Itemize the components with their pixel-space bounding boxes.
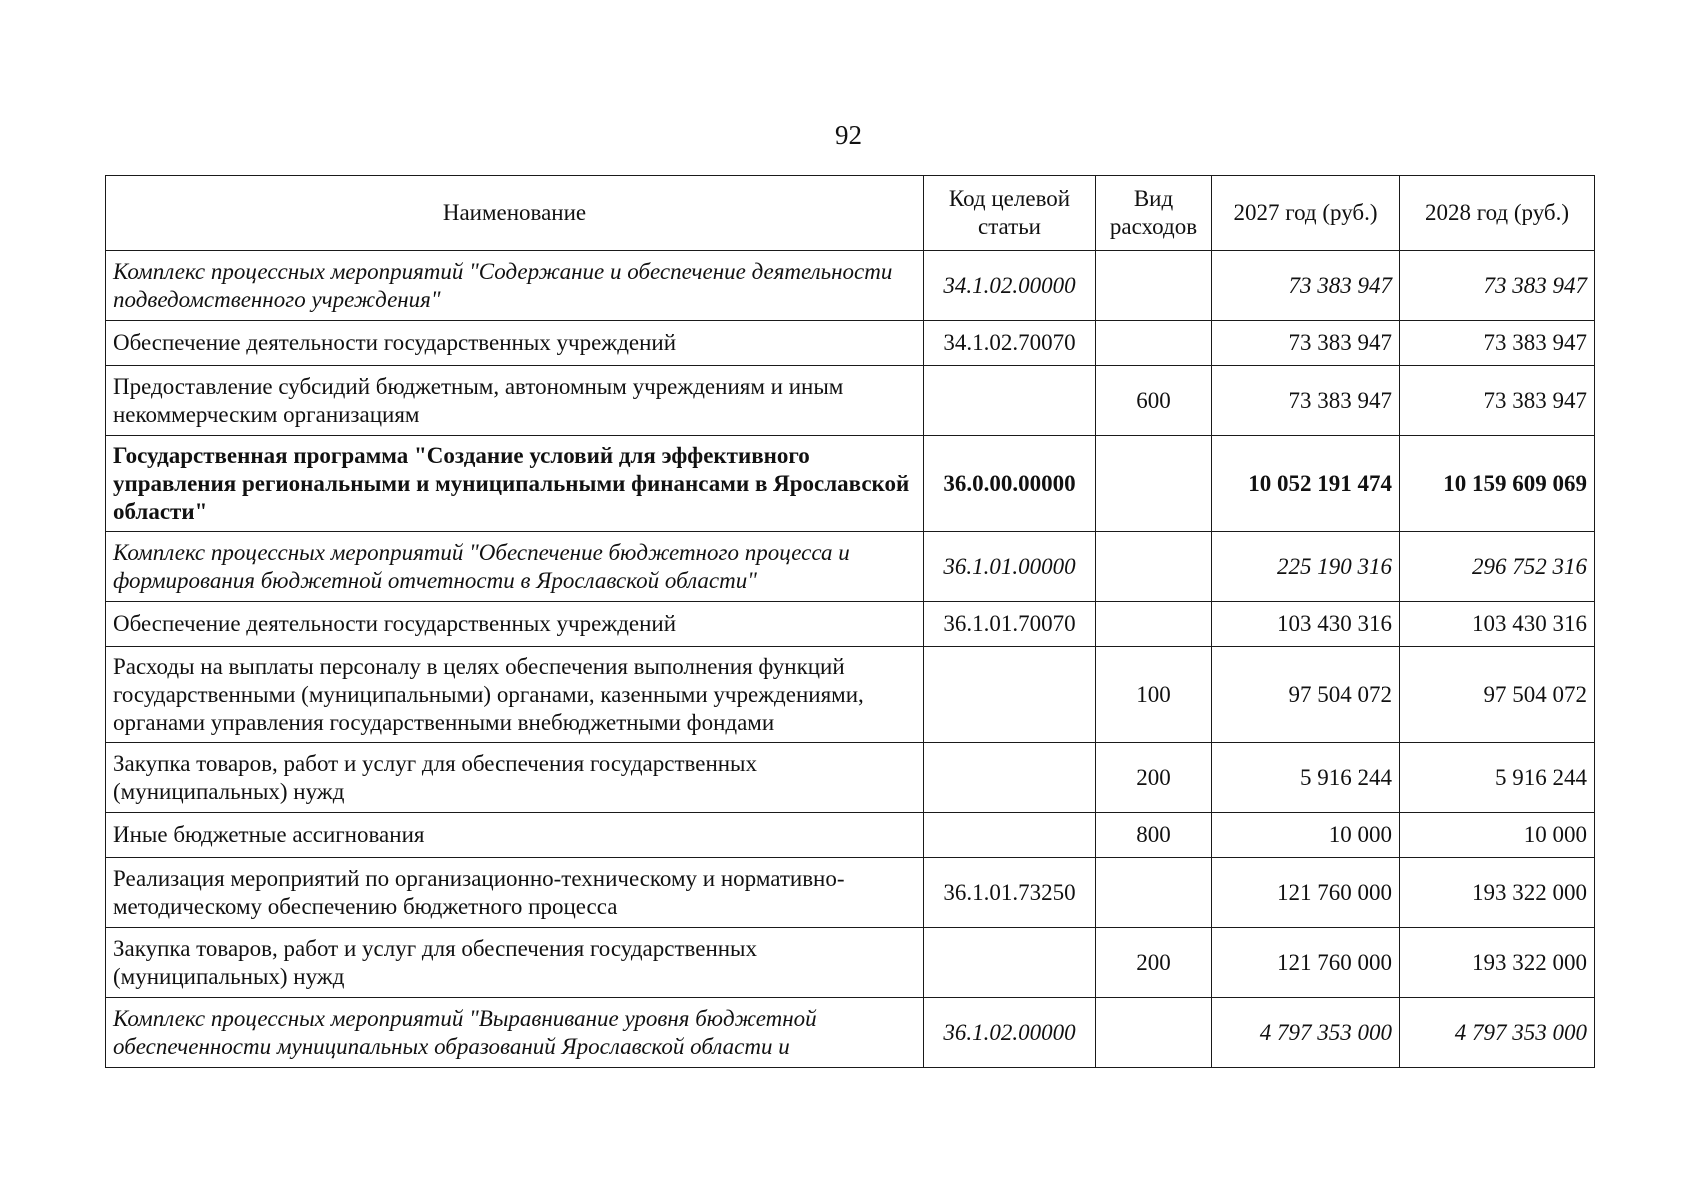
table-row bbox=[106, 602, 1595, 647]
row-code-cell bbox=[924, 647, 1096, 743]
header-name: Наименование bbox=[106, 176, 924, 251]
row-code-cell: 36.1.01.00000 bbox=[924, 532, 1096, 602]
page-number: 92 bbox=[835, 120, 862, 150]
row-kind-cell bbox=[1096, 998, 1212, 1068]
row-code-cell bbox=[924, 813, 1096, 858]
row-name-cell: Комплекс процессных мероприятий "Содержание и обеспечение деятельности подведомственного учреждения" bbox=[106, 251, 924, 321]
row-2028-cell: 193 322 000 bbox=[1400, 858, 1595, 928]
row-name-cell: Обеспечение деятельности государственных учреждений bbox=[106, 602, 924, 647]
table-row bbox=[106, 321, 1595, 366]
row-2028-cell: 73 383 947 bbox=[1400, 366, 1595, 436]
row-2028-cell: 10 159 609 069 bbox=[1400, 436, 1595, 532]
row-kind-cell bbox=[1096, 532, 1212, 602]
row-name-cell: Закупка товаров, работ и услуг для обеспечения государственных (муниципальных) нужд bbox=[106, 743, 924, 813]
row-kind-cell bbox=[1096, 251, 1212, 321]
row-kind-cell bbox=[1096, 321, 1212, 366]
row-name-cell: Государственная программа "Создание условий для эффективного управления региональными и муниципальными финансами в Ярославской области" bbox=[106, 436, 924, 532]
row-code-cell: 34.1.02.00000 bbox=[924, 251, 1096, 321]
table-row bbox=[106, 743, 1595, 813]
row-name-cell: Расходы на выплаты персоналу в целях обеспечения выполнения функций государственными (муниципальными) органами, казенными учреждениями, органами управления государственными внебюджетными фондами bbox=[106, 647, 924, 743]
table-body bbox=[106, 251, 1595, 1068]
row-kind-cell: 100 bbox=[1096, 647, 1212, 743]
row-2027-cell: 73 383 947 bbox=[1212, 321, 1400, 366]
table-row bbox=[106, 532, 1595, 602]
row-2027-cell: 103 430 316 bbox=[1212, 602, 1400, 647]
row-code-cell: 36.1.01.70070 bbox=[924, 602, 1096, 647]
row-code-cell: 36.1.02.00000 bbox=[924, 998, 1096, 1068]
row-name-cell: Комплекс процессных мероприятий "Обеспечение бюджетного процесса и формирования бюджетной отчетности в Ярославской области" bbox=[106, 532, 924, 602]
row-2027-cell: 10 052 191 474 bbox=[1212, 436, 1400, 532]
row-2028-cell: 97 504 072 bbox=[1400, 647, 1595, 743]
row-2027-cell: 5 916 244 bbox=[1212, 743, 1400, 813]
row-2027-cell: 10 000 bbox=[1212, 813, 1400, 858]
table-row bbox=[106, 366, 1595, 436]
row-2027-cell: 73 383 947 bbox=[1212, 366, 1400, 436]
table-row bbox=[106, 251, 1595, 321]
row-2027-cell: 4 797 353 000 bbox=[1212, 998, 1400, 1068]
row-code-cell bbox=[924, 928, 1096, 998]
header-2028: 2028 год (руб.) bbox=[1400, 176, 1595, 251]
row-code-cell: 36.1.01.73250 bbox=[924, 858, 1096, 928]
row-2028-cell: 103 430 316 bbox=[1400, 602, 1595, 647]
row-2027-cell: 225 190 316 bbox=[1212, 532, 1400, 602]
budget-table bbox=[105, 175, 1595, 1068]
row-name-cell: Комплекс процессных мероприятий "Выравнивание уровня бюджетной обеспеченности муниципальных образований Ярославской области и bbox=[106, 998, 924, 1068]
table-row bbox=[106, 436, 1595, 532]
row-kind-cell: 200 bbox=[1096, 928, 1212, 998]
row-name-cell: Реализация мероприятий по организационно-техническому и нормативно-методическому обеспечению бюджетного процесса bbox=[106, 858, 924, 928]
table-header-row bbox=[106, 176, 1595, 251]
row-kind-cell bbox=[1096, 602, 1212, 647]
table-row bbox=[106, 928, 1595, 998]
row-kind-cell: 600 bbox=[1096, 366, 1212, 436]
table-row bbox=[106, 858, 1595, 928]
row-code-cell: 36.0.00.00000 bbox=[924, 436, 1096, 532]
header-2027: 2027 год (руб.) bbox=[1212, 176, 1400, 251]
row-kind-cell bbox=[1096, 436, 1212, 532]
row-2028-cell: 296 752 316 bbox=[1400, 532, 1595, 602]
header-code: Код целевой статьи bbox=[924, 176, 1096, 251]
row-2028-cell: 193 322 000 bbox=[1400, 928, 1595, 998]
table-row bbox=[106, 813, 1595, 858]
row-code-cell: 34.1.02.70070 bbox=[924, 321, 1096, 366]
row-2028-cell: 73 383 947 bbox=[1400, 251, 1595, 321]
row-2028-cell: 4 797 353 000 bbox=[1400, 998, 1595, 1068]
row-kind-cell: 200 bbox=[1096, 743, 1212, 813]
table-row bbox=[106, 998, 1595, 1068]
row-code-cell bbox=[924, 743, 1096, 813]
row-2028-cell: 5 916 244 bbox=[1400, 743, 1595, 813]
row-name-cell: Иные бюджетные ассигнования bbox=[106, 813, 924, 858]
row-kind-cell bbox=[1096, 858, 1212, 928]
row-2028-cell: 10 000 bbox=[1400, 813, 1595, 858]
row-2028-cell: 73 383 947 bbox=[1400, 321, 1595, 366]
row-2027-cell: 121 760 000 bbox=[1212, 928, 1400, 998]
row-2027-cell: 73 383 947 bbox=[1212, 251, 1400, 321]
row-kind-cell: 800 bbox=[1096, 813, 1212, 858]
row-2027-cell: 97 504 072 bbox=[1212, 647, 1400, 743]
row-code-cell bbox=[924, 366, 1096, 436]
row-name-cell: Обеспечение деятельности государственных учреждений bbox=[106, 321, 924, 366]
header-kind: Вид расходов bbox=[1096, 176, 1212, 251]
row-name-cell: Предоставление субсидий бюджетным, автономным учреждениям и иным некоммерческим организациям bbox=[106, 366, 924, 436]
row-name-cell: Закупка товаров, работ и услуг для обеспечения государственных (муниципальных) нужд bbox=[106, 928, 924, 998]
table-row bbox=[106, 647, 1595, 743]
row-2027-cell: 121 760 000 bbox=[1212, 858, 1400, 928]
